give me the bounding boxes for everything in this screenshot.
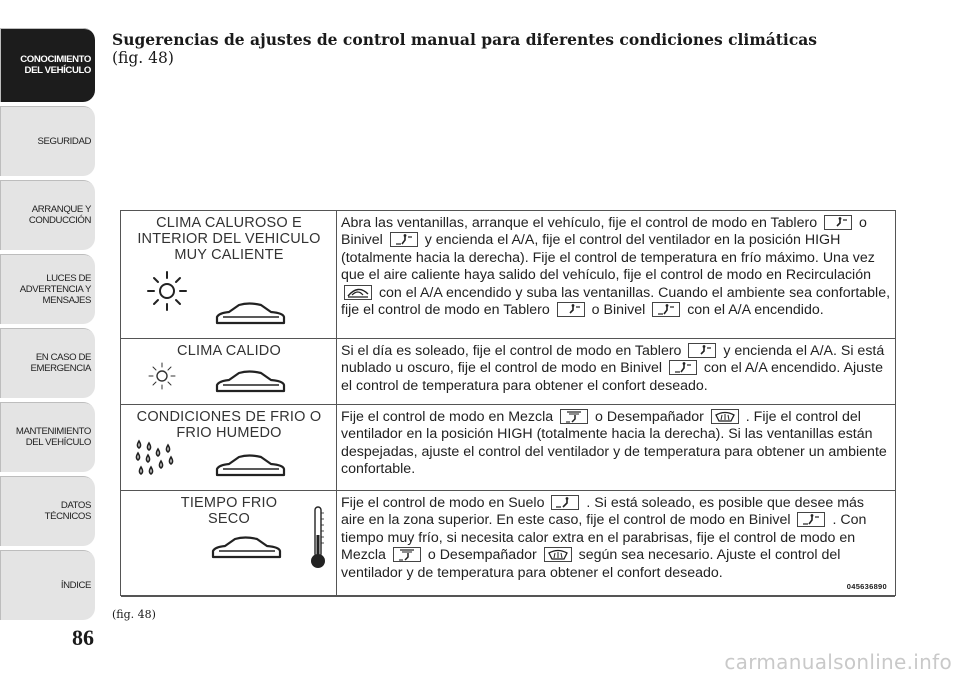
car-icon: [213, 453, 287, 481]
bilevel-mode-icon: [652, 302, 680, 317]
panel-mode-icon: [557, 302, 585, 317]
condition-cell: [121, 339, 337, 404]
condition-label: CONDICIONES DE FRIO O FRIO HUMEDO: [136, 409, 322, 441]
instruction-text: Fije el control de modo en Mezcla o Desempañador . Fije el control del ventilador en la posición HIGH (totalmente hacia la derecha). Si las ventanillas están despejadas, ajuste el control del ventilador y de temperatura para obtener un ambiente confortable.: [341, 409, 887, 478]
panel-mode-icon: [688, 343, 716, 358]
condition-cell: [121, 405, 337, 490]
tab-seguridad[interactable]: SEGURIDAD: [0, 106, 95, 176]
bilevel-mode-icon: [390, 232, 418, 247]
tab-datos-tecnicos[interactable]: DATOS TÉCNICOS: [0, 476, 95, 546]
tab-conocimiento-del-vehiculo[interactable]: CONOCIMIENTO DEL VEHÍCULO: [0, 28, 95, 102]
heading-fig-ref: (fig. 48): [112, 49, 174, 67]
thermometer-icon: [307, 505, 329, 571]
condition-label: CLIMA CALUROSO E INTERIOR DEL VEHICULO MUY CALIENTE: [137, 215, 321, 263]
tab-indice[interactable]: ÍNDICE: [0, 550, 95, 620]
car-icon: [209, 535, 283, 563]
heading-title: Sugerencias de ajustes de control manual para diferentes condiciones climáticas: [112, 30, 818, 49]
row-warm-weather: [121, 339, 895, 405]
tab-mantenimiento-del-vehiculo[interactable]: MANTENIMIENTO DEL VEHÍCULO: [0, 402, 95, 472]
bilevel-mode-icon: [797, 512, 825, 527]
row-cold-humid: [121, 405, 895, 491]
page-number: 86: [72, 625, 94, 650]
condition-cell: [121, 491, 337, 596]
floor-mode-icon: [551, 495, 579, 510]
tab-arranque-y-conduccion[interactable]: ARRANQUE Y CONDUCCIÓN: [0, 180, 95, 250]
tab-luces-de-advertencia[interactable]: LUCES DE ADVERTENCIA Y MENSAJES: [0, 254, 95, 324]
figure-code: 045636890: [846, 582, 887, 591]
panel-mode-icon: [824, 215, 852, 230]
condition-label: CLIMA CALIDO: [177, 343, 281, 359]
instruction-text: Fije el control de modo en Suelo . Si está soleado, es posible que desee más aire en la zona superior. En este caso, fije el control de modo en Binivel . Con tiempo muy frío, si necesita calor extra en el parabrisas, fije el control de modo en Mezcla o Desempañador según sea necesario. Ajuste el control del ventilador y de temperatura para obtener el confort deseado.: [341, 495, 867, 581]
climate-settings-figure: [120, 210, 896, 596]
instruction-text: Abra las ventanillas, arranque el vehículo, fije el control de modo en Tablero o Binivel y encienda el A/A, fije el control del ventilador en la posición HIGH (totalmente hacia la derecha). Fije el control de temperatura en frío máximo. Una vez que el aire caliente haya salido del vehículo, fije el control de modo en Recirculación con el A/A encendido y suba las ventanillas. Cuando el ambiente sea confortable, fije el control de modo en Tablero o Binivel con el A/A encendido.: [341, 215, 891, 319]
mix-mode-icon: [393, 547, 421, 562]
bilevel-mode-icon: [669, 360, 697, 375]
car-icon: [213, 301, 287, 329]
car-icon: [213, 369, 287, 397]
warm-sun-icon: [145, 361, 179, 391]
defrost-icon: [711, 409, 739, 424]
recirculation-icon: [344, 285, 372, 300]
water-drops-icon: [133, 439, 179, 481]
watermark: carmanualsonline.info: [724, 650, 952, 674]
hot-sun-icon: [139, 269, 199, 315]
tab-en-caso-de-emergencia[interactable]: EN CASO DE EMERGENCIA: [0, 328, 95, 398]
mix-mode-icon: [560, 409, 588, 424]
row-hot-weather: [121, 211, 895, 339]
instruction-text: Si el día es soleado, fije el control de modo en Tablero y encienda el A/A. Si está nublado u oscuro, fije el control de modo en Binivel con el A/A encendido. Ajuste el control de temperatura para obtener el confort deseado.: [341, 343, 885, 394]
condition-label: TIEMPO FRIO SECO: [180, 495, 278, 527]
section-heading: [112, 30, 942, 68]
row-cold-dry: [121, 491, 895, 597]
defrost-icon: [544, 547, 572, 562]
figure-caption: (fig. 48): [112, 608, 156, 621]
condition-cell: [121, 211, 337, 338]
